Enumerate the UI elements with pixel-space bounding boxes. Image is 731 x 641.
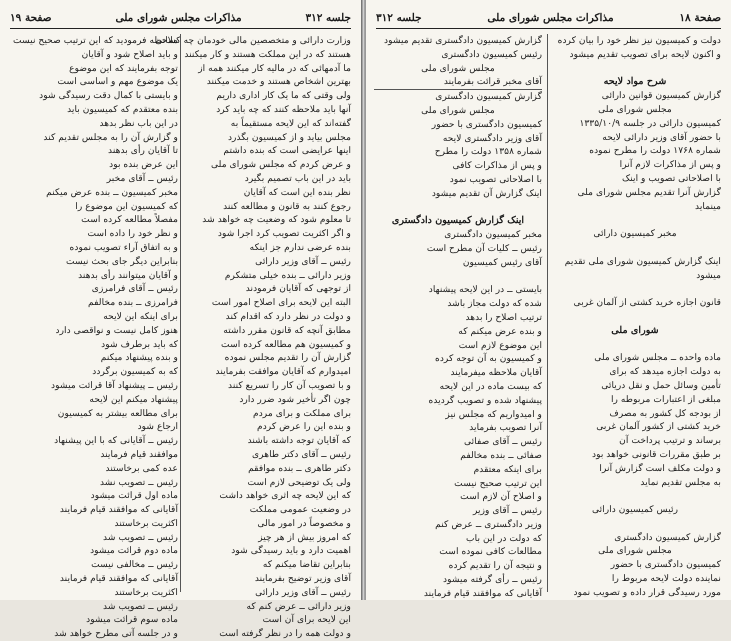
text-line: وزیر دادگستری ــ عرض کنم	[435, 518, 542, 530]
text-line: اکثریت برخاستند	[114, 586, 178, 598]
text-line: شده که دولت مجاز باشد	[447, 298, 542, 310]
text-line: کمیسیون دادگستری با حضور	[431, 118, 542, 130]
text-line: مجلس شورای ملی	[421, 62, 495, 74]
text-line: که دولت در این باب	[466, 532, 542, 544]
text-line: با اصلاحاتی تصویب و اینک	[622, 172, 721, 184]
text-line: و کمیسیون به آن توجه کرده	[435, 353, 542, 365]
text-line: که باید برطرف شود	[101, 338, 178, 350]
text-line: در وضعیت عمومی مملکت	[249, 504, 351, 516]
text-line: دکتر طاهری ــ بنده موافقم	[248, 462, 351, 474]
text-line: میشود	[696, 269, 721, 281]
text-line: ترتیب اصلاح را بدهد	[465, 311, 542, 323]
text-line: خرید کشتی از کشور آلمان غربی	[596, 421, 721, 433]
text-line: و پس از مذاکرات لازم آنرا	[619, 159, 721, 171]
text-line: مفصلاً مطالعه کرده است	[81, 214, 178, 226]
text-line: آقایان ملاحظه میفرمایند	[450, 367, 542, 379]
left-page-column-left	[10, 34, 178, 640]
text-line: ارجاع شود	[137, 421, 178, 433]
text-line: آقایانی که موافقند قیام فرمایند	[423, 587, 542, 599]
text-line	[549, 241, 721, 255]
right-page-header	[376, 8, 721, 29]
text-line: که کمیسیون این موضوع را	[75, 200, 178, 212]
text-line: برای اینکه این لایحه	[103, 310, 178, 322]
text-line: بنابراین تقاضا میکنم که	[262, 559, 351, 571]
right-page-number: صفحة ۱۸	[679, 12, 721, 24]
text-line: ما آدمهائی که در مالیه کار میکنند همه از	[198, 62, 351, 74]
text-line: رئیس ــ آقای وزیر	[472, 505, 542, 517]
text-line: آقای وزیر توضیح بفرمایند	[254, 573, 351, 585]
text-line: گزارش کمیسیون دادگستری	[614, 531, 721, 543]
text-line: و اصلاح آن لازم است	[460, 491, 542, 503]
text-line: رئیس ــ کلیات آن مطرح است	[426, 242, 542, 254]
text-line: وزیر دارائی ــ عرض کنم که	[246, 600, 351, 612]
text-line: کمیسیون دادگستری با حضور	[610, 559, 721, 571]
left-page-number: صفحة ۱۹	[10, 12, 52, 24]
text-line: مطابق آنچه که قانون مقرر داشته	[223, 324, 351, 336]
text-line: این لایحه برای آن است	[262, 614, 351, 626]
text-line: رئیس ــ تصویب نشد	[99, 476, 178, 488]
text-line: رئیس ــ مخالفی نیست	[91, 559, 178, 571]
text-line: بنده معتقدم که کمیسیون باید	[67, 103, 178, 115]
text-line: برای مملکت و برای مردم	[253, 407, 351, 419]
column-divider	[180, 34, 181, 592]
text-line: فرامرزی ــ بنده مخالفم	[88, 297, 178, 309]
text-line: رئیس ــ پیشنهاد آقا قرائت میشود	[51, 379, 178, 391]
right-page-column-left	[374, 34, 542, 599]
text-line: رئیس ــ آقای صفائی	[463, 436, 542, 448]
text-line: مجلس شورای ملی	[421, 104, 495, 116]
text-line	[549, 282, 721, 296]
left-page-title: مذاکرات مجلس شورای ملی	[115, 12, 242, 24]
text-line: بنده عرضی ندارم جز اینکه	[249, 241, 351, 253]
text-line: این موضوع لازم است	[458, 339, 542, 351]
text-line: آنرا تصویب بفرماید	[469, 422, 542, 434]
text-line: ماده سوم قرائت میشود	[86, 614, 178, 626]
text-line: عده کمی برخاستند	[105, 462, 178, 474]
left-page	[0, 0, 362, 640]
text-line: مخبر کمیسیون دادگستری	[444, 229, 542, 241]
text-line: از توجهی که آقایان فرمودند	[245, 283, 351, 295]
text-line: کمیسیون دارائی در جلسه ۱۳۳۵/۱۰/۹	[579, 117, 721, 129]
text-line: قانون اجازه خرید کشتی از آلمان غربی	[573, 297, 721, 309]
text-line	[549, 213, 721, 227]
text-line: ملاحظه فرمودید که این ترتیب صحیح نیست	[12, 35, 178, 46]
text-line: رئیس ــ آقای مخبر	[106, 172, 178, 184]
right-page-column-right	[549, 34, 721, 598]
text-line: و دولت مکلف است گزارش آنرا	[599, 462, 721, 474]
text-line: و نظر خود را داده است	[87, 228, 178, 240]
text-line: اینک گزارش کمیسیون شورای ملی تقدیم	[564, 255, 721, 267]
text-line	[549, 310, 721, 324]
text-line: البته این لایحه برای اصلاح امور است	[211, 297, 351, 309]
text-line: بر طبق مقررات قانونی خواهد بود	[591, 448, 721, 460]
text-line: برساند و ترتیب پرداخت آن	[619, 435, 721, 447]
text-line: و اگر اکثریت تصویب کرد اجرا شود	[217, 228, 351, 240]
text-line: پیشنهاد میکنم این لایحه	[89, 393, 178, 405]
text-line: شماره ۱۳۵۸ دولت را مطرح	[434, 146, 542, 158]
text-line: گزارش کمیسیون دادگستری تقدیم میشود	[383, 35, 542, 46]
text-line: باید در این باب تصمیم بگیرد	[244, 172, 351, 184]
text-line	[549, 517, 721, 531]
text-line: و بنده عرض میکنم که	[458, 325, 542, 337]
text-line: که امروز بیش از هر چیز	[258, 531, 351, 543]
text-line: با اصلاحاتی تصویب نمود	[449, 173, 542, 185]
text-line: آقای وزیر دادگستری لایحه	[442, 132, 542, 144]
text-line: صفائی ــ بنده مخالفم	[460, 449, 542, 461]
text-line: آقایانی که موافقند قیام فرمایند	[59, 504, 178, 516]
text-line: رئیس ــ تصویب شد	[103, 600, 178, 612]
text-line: ماده واحده ــ مجلس شورای ملی	[594, 352, 721, 364]
text-line: در این باب نظر بدهد	[99, 117, 178, 129]
text-line: بایستی ــ در این لایحه پیشنهاد	[428, 284, 542, 296]
text-line: اکثریت برخاستند	[114, 517, 178, 529]
text-line: دولت و کمیسیون نیز نظر خود را بیان کرده	[557, 35, 721, 46]
text-line: و عرض کردم که مجلس شورای ملی	[211, 159, 351, 171]
right-page-title: مذاکرات مجلس شورای ملی	[487, 12, 614, 24]
text-line: و آقایان میتوانند رأی بدهند	[78, 269, 178, 281]
text-line: از بودجه کل کشور به مصرف	[609, 407, 721, 419]
text-line: هنوز کامل نیست و نواقصی دارد	[55, 324, 178, 336]
text-line: وزیر دارائی ــ بنده خیلی متشکرم	[224, 269, 351, 281]
text-line: برای اینکه معتقدم	[473, 463, 542, 475]
text-line: و بنده این را عرض کردم	[257, 421, 351, 433]
left-session-label: جلسه ۳۱۲	[305, 12, 351, 24]
text-line: و بایستی با کمال دقت رسیدگی شود	[39, 90, 178, 102]
text-line: مبلغی از اعتبارات مربوطه را	[610, 393, 721, 405]
text-line: به دولت اجازه میدهد که برای	[609, 366, 721, 378]
text-line: برای مطالعه بیشتر به کمیسیون	[57, 407, 178, 419]
left-page-header	[10, 8, 351, 29]
text-line: مطالعات کافی نموده است	[439, 546, 542, 558]
text-line: و با تصویب آن کار را تسریع کنند	[228, 379, 351, 391]
text-line: و نتیجه آن را تقدیم کرده	[448, 560, 542, 572]
text-line: پیشنهاد شده و تصویب گردیده	[428, 394, 542, 406]
text-line: آقای مخبر قرائت بفرمایند	[374, 75, 542, 90]
text-line: رئیس ــ آقایانی که با این پیشنهاد	[54, 435, 178, 447]
text-line: اینها عرایضی است که بنده داشتم	[223, 145, 351, 157]
text-line: چون اگر تأخیر شود ضرر دارد	[239, 393, 351, 405]
text-line: این ترتیب صحیح نیست	[454, 477, 542, 489]
column-divider	[547, 34, 548, 592]
text-line: تا معلوم شود که وضعیت چه خواهد شد	[202, 214, 351, 226]
text-line: شورای ملی	[611, 324, 659, 336]
text-line: و پس از مذاکرات کافی	[452, 160, 542, 172]
text-line: که این لایحه چه اثری خواهد داشت	[219, 490, 351, 502]
text-line: که بیست ماده در این لایحه	[439, 380, 542, 392]
text-line	[374, 201, 542, 215]
text-line: مخبر کمیسیون ــ بنده عرض میکنم	[46, 186, 178, 198]
text-line: یک موضوع مهم و اساسی است	[57, 76, 178, 88]
text-line: نظر بنده این است که آقایان	[243, 186, 351, 198]
text-line: ماده اول قرائت میشود	[90, 490, 178, 502]
text-line: بهترین اشخاص هستند و خدمت میکنند	[206, 76, 351, 88]
text-line: موافقند قیام فرمایند	[100, 448, 178, 460]
text-line: و امیدواریم که مجلس نیز	[445, 408, 542, 420]
text-line: اهمیت دارد و باید رسیدگی شود	[231, 545, 351, 557]
text-line: گزارش کمیسیون دادگستری	[435, 91, 542, 103]
text-line: و مخصوصاً در امور مالی	[257, 517, 351, 529]
text-line: ولی وقتی که ما یک کار اداری داریم	[216, 90, 351, 102]
text-line: مخبر کمیسیون دارائی	[593, 228, 677, 240]
text-line: که به کمیسیون برگردد	[92, 366, 178, 378]
text-line: وزارت دارائی و متخصصین مالی خودمان چه کسانی	[155, 35, 351, 46]
text-line: مجلس شورای ملی	[598, 545, 672, 557]
text-line	[549, 489, 721, 503]
text-line: رئیس ــ آقای وزیر دارائی	[255, 255, 351, 267]
text-line: و اکنون لایحه برای تصویب تقدیم میشود	[569, 48, 721, 60]
text-line	[549, 62, 721, 76]
right-session-label: جلسه ۳۱۲	[376, 12, 422, 24]
text-line: هستند که در این مملکت هستند و کار میکنند	[184, 48, 351, 60]
text-line: تا آقایان رأی بدهند	[108, 145, 178, 157]
text-line: رئیس ــ آقای وزیر دارائی	[255, 586, 351, 598]
text-line: و کمیسیون هم مطالعه کرده است	[221, 338, 351, 350]
text-line: گزارش کمیسیون قوانین دارائی	[601, 90, 721, 102]
text-line: به مجلس تقدیم نماید	[640, 476, 721, 488]
text-line: آنها باید ملاحظه کنند که چه باید کرد	[216, 103, 351, 115]
text-line: با حضور آقای وزیر دارائی لایحه	[602, 131, 721, 143]
text-line: گزارش آن را تقدیم مجلس نموده	[224, 352, 351, 364]
text-line: توجه بفرمایند که این موضوع	[69, 62, 178, 74]
text-line: که آقایان توجه داشته باشند	[247, 435, 351, 447]
text-line: این عرض بنده بود	[109, 159, 178, 171]
text-line: و دولت همه را در نظر گرفته است	[219, 628, 351, 640]
text-line: مورد رسیدگی قرار داده و تصویب نمود	[573, 586, 721, 598]
right-page	[365, 0, 731, 600]
text-line: مجلس بیاید و از کمیسیون بگذرد	[227, 131, 351, 143]
text-line: رئیس ــ تصویب شد	[103, 531, 178, 543]
text-line: شرح مواد لایحه	[603, 76, 667, 88]
text-line: ماده دوم قرائت میشود	[90, 545, 178, 557]
text-line: گفته‌اند که این لایحه مستقیماً به	[230, 117, 351, 129]
text-line: رئیس کمیسیون دادگستری	[441, 48, 542, 60]
text-line	[374, 270, 542, 284]
text-line: رئیس ــ رأی گرفته میشود	[443, 574, 542, 586]
text-line: و به اتفاق آراء تصویب نموده	[69, 241, 178, 253]
text-line: ولی یک توضیحی لازم است	[247, 476, 351, 488]
text-line: اینک گزارش کمیسیون دادگستری	[391, 215, 525, 227]
text-line: امیدوارم که آقایان موافقت بفرمایند	[215, 366, 351, 378]
text-line: مینماید	[695, 200, 721, 212]
text-line: و بنده پیشنهاد میکنم	[100, 352, 178, 364]
text-line: آقای رئیس کمیسیون	[462, 256, 542, 268]
text-line: و در جلسه آتی مطرح خواهد شد	[54, 628, 178, 640]
text-line: نماینده دولت لایحه مربوط را	[611, 573, 721, 585]
text-line: رئیس کمیسیون دارائی	[591, 504, 679, 516]
text-line: بنابراین دیگر جای بحث نیست	[65, 255, 178, 267]
text-line: رئیس ــ آقای فرامرزی	[91, 283, 178, 295]
text-line: آقایانی که موافقند قیام فرمایند	[59, 573, 178, 585]
text-line	[549, 338, 721, 352]
text-line: اینک گزارش آن تقدیم میشود	[431, 187, 542, 199]
text-line: و باید اصلاح شود و آقایان	[81, 48, 178, 60]
text-line: رئیس ــ آقای دکتر طاهری	[251, 448, 351, 460]
text-line: و دولت در نظر دارد که اقدام کند	[225, 310, 351, 322]
text-line: گزارش آنرا تقدیم مجلس شورای ملی	[577, 186, 721, 198]
text-line: شماره ۱۷۶۸ دولت را مطرح نموده	[589, 145, 721, 157]
text-line: تأمین وسائل حمل و نقل دریائی	[601, 379, 721, 391]
text-line: مجلس شورای ملی	[598, 103, 672, 115]
text-line: رجوع کنند به قانون و مطالعه کنند	[223, 200, 351, 212]
text-line: و گزارش آن را به مجلس تقدیم کند	[43, 131, 178, 143]
